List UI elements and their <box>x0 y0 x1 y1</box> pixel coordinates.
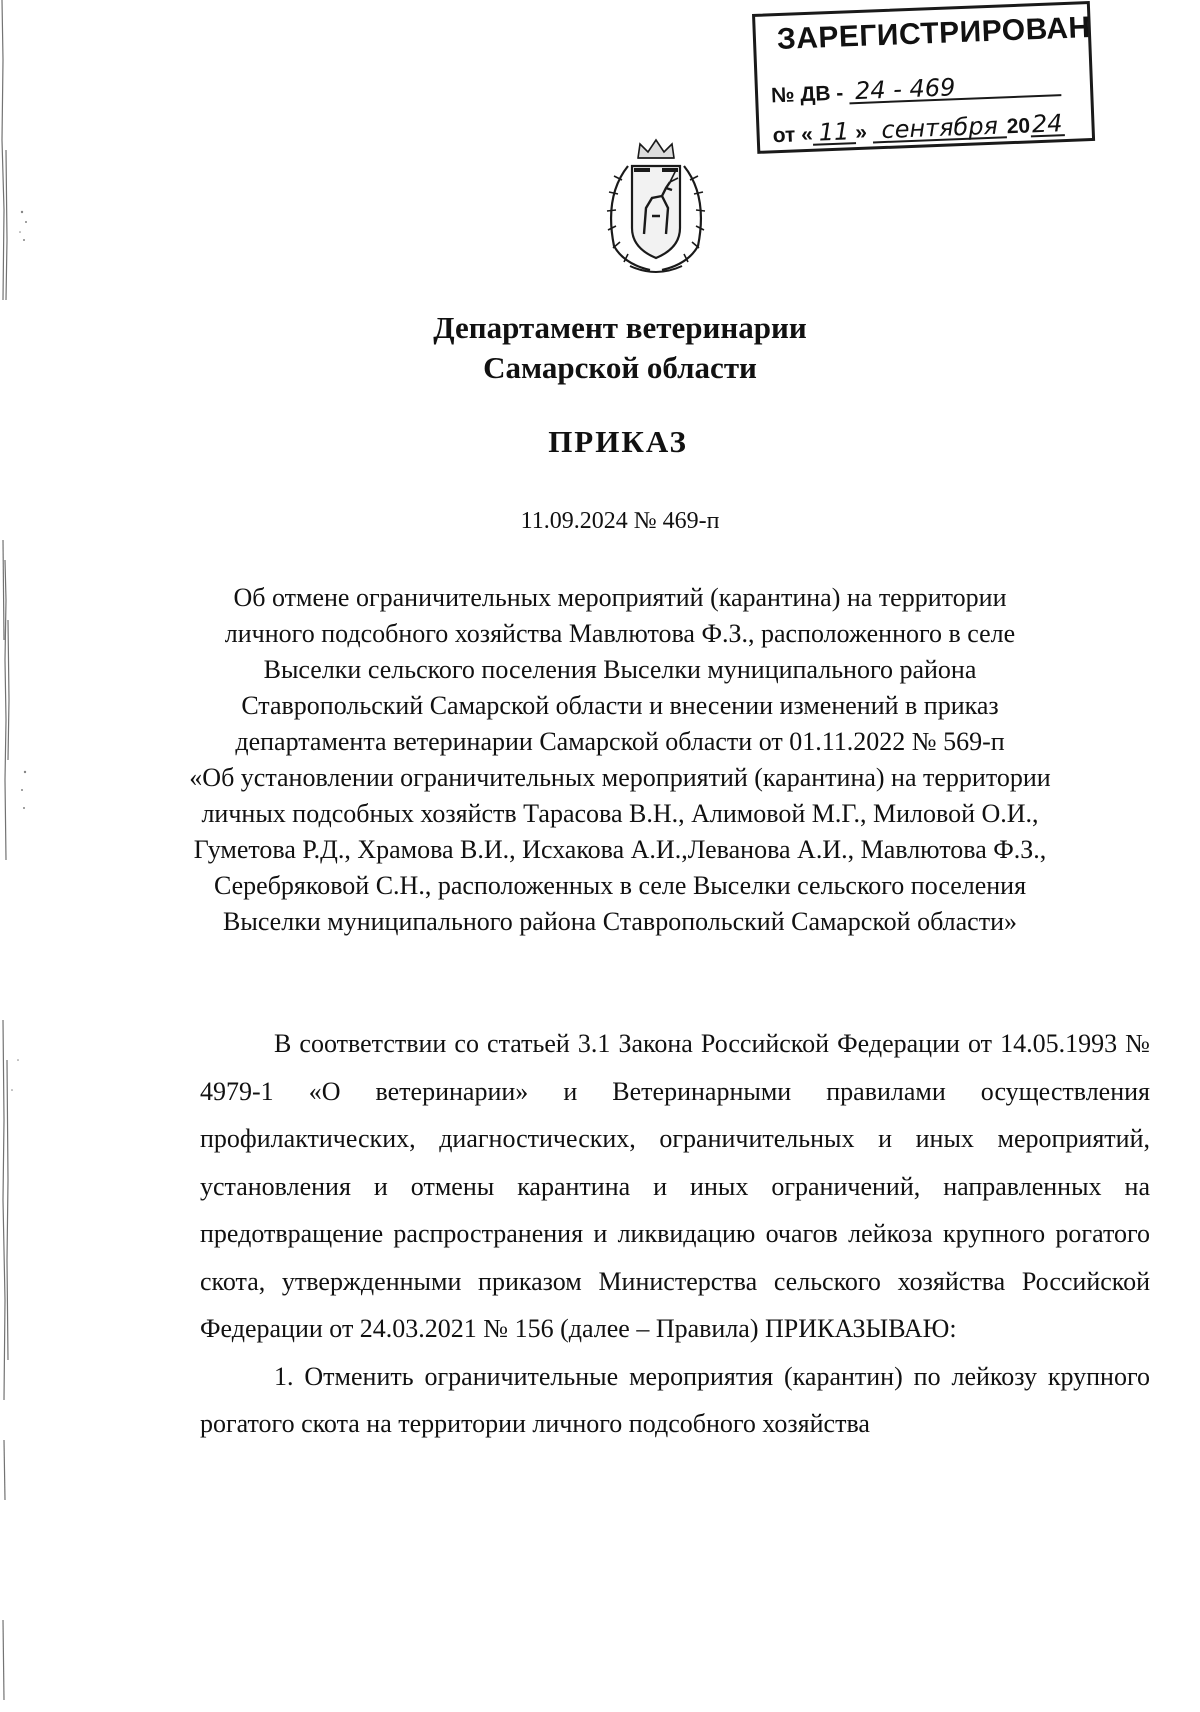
document-type-title: ПРИКАЗ <box>548 424 688 459</box>
subject-line: Гуметова Р.Д., Храмова В.И., Исхакова А.И.,Леванова А.И., Мавлютова Ф.З., <box>193 835 1047 864</box>
body-paragraph-item-1: 1. Отменить ограничительные мероприятия (карантин) по лейкозу крупного рогатого скота на территории личного подсобного хозяйства <box>200 1361 1150 1438</box>
subject-line: «Об установлении ограничительных мероприятий (карантина) на территории <box>189 763 1051 792</box>
order-subject <box>20 580 1200 940</box>
stamp-date-year-suffix: 24 <box>1031 109 1064 139</box>
subject-line: Выселки муниципального района Ставропольский Самарской области» <box>223 907 1017 936</box>
stamp-date-prefix: от « <box>772 122 814 148</box>
subject-line: личных подсобных хозяйств Тарасова В.Н., Алимовой М.Г., Миловой О.И., <box>201 799 1039 828</box>
stamp-date-year-prefix: 20 <box>1006 114 1031 139</box>
document-body <box>200 1020 1150 1448</box>
department-header <box>20 308 1200 388</box>
stamp-date-day: 11 <box>812 120 855 146</box>
subject-line: Об отмене ограничительных мероприятий (карантина) на территории <box>233 583 1007 612</box>
subject-line: Серебряковой С.Н., расположенных в селе Выселки сельского поселения <box>213 871 1027 900</box>
stamp-number-prefix: № ДВ - <box>770 81 844 108</box>
subject-line: департамента ветеринарии Самарской области от 01.11.2022 № 569-п <box>235 727 1005 756</box>
samara-coat-of-arms-icon <box>594 136 718 280</box>
registration-stamp <box>752 1 1095 154</box>
subject-line: Выселки сельского поселения Выселки муниципального района <box>263 655 977 684</box>
stamp-number-handwritten: 24 - 469 <box>849 72 1062 104</box>
department-name-line1: Департамент ветеринарии <box>433 310 807 345</box>
stamp-title: ЗАРЕГИСТРИРОВАН <box>776 11 1092 57</box>
stamp-date-month: сентября <box>872 114 1007 143</box>
order-date-number: 11.09.2024 № 469-п <box>520 508 720 534</box>
department-name-line2: Самарской области <box>483 350 757 385</box>
subject-line: личного подсобного хозяйства Мавлютова Ф.З., расположенного в селе <box>224 619 1016 648</box>
stamp-date-mid: » <box>854 120 868 145</box>
body-paragraph-preamble: В соответствии со статьей 3.1 Закона Российской Федерации от 14.05.1993 № 4979-1 «О ветеринарии» и Ветеринарными правилами осуществления профилактических, диагностических, ограничительных и иных мероприятий, установления и отмены карантина и иных ограничений, направленных на предотвращение распространения и ликвидацию очагов лейкоза крупного рогатого скота, утвержденными приказом Министерства сельского хозяйства Российской Федерации от 24.03.2021 № 156 (далее – Правила) ПРИКАЗЫВАЮ: <box>200 1029 1150 1343</box>
subject-line: Ставропольский Самарской области и внесении изменений в приказ <box>241 691 999 720</box>
